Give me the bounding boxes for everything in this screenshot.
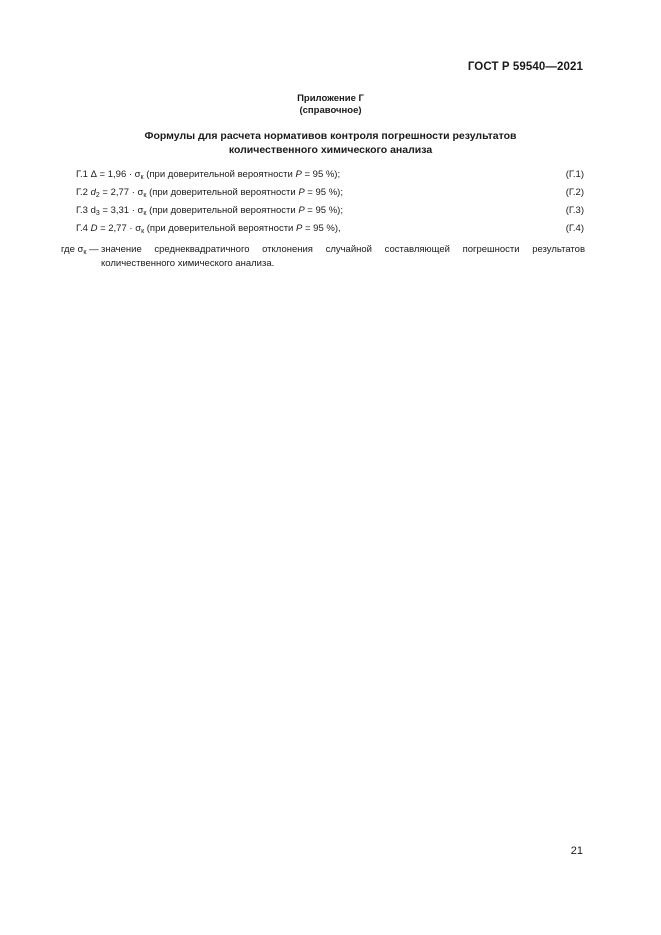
formula-label: Г.3 bbox=[76, 205, 88, 216]
probability-symbol: P bbox=[295, 169, 302, 180]
formula-expression bbox=[76, 186, 343, 200]
formula-number: (Г.1) bbox=[565, 169, 584, 180]
page-number: 21 bbox=[570, 845, 583, 857]
formula-label: Г.2 bbox=[76, 187, 88, 198]
sigma-subscript: к bbox=[143, 192, 147, 199]
formula-label: Г.4 bbox=[76, 223, 88, 234]
where-definition: значение среднеквадратичного отклонения случайной составляющей погрешности результатов количественного химического анализа. bbox=[101, 244, 585, 269]
formula-row bbox=[76, 222, 584, 236]
section-title-line-1: Формулы для расчета нормативов контроля погрешности результатов bbox=[144, 130, 517, 142]
formula-condition-end: = 95 %), bbox=[302, 223, 341, 234]
formula-expr: = 2,77 · σ bbox=[99, 187, 144, 198]
formula-symbol: Δ bbox=[90, 169, 97, 180]
annex-subtitle: (справочное) bbox=[299, 105, 362, 116]
formula-label: Г.1 bbox=[76, 169, 88, 180]
sigma-subscript: к bbox=[143, 210, 147, 217]
annex-heading bbox=[0, 93, 661, 117]
section-title bbox=[0, 129, 661, 157]
formula-expr: = 1,96 · σ bbox=[96, 169, 141, 180]
sigma-subscript: к bbox=[141, 228, 145, 235]
formula-condition-end: = 95 %); bbox=[304, 205, 343, 216]
probability-symbol: P bbox=[298, 187, 305, 198]
formula-symbol-subscript: 3 bbox=[95, 210, 100, 217]
formula-row bbox=[76, 186, 584, 200]
formula-number: (Г.2) bbox=[565, 187, 584, 198]
formula-expr: = 2,77 · σ bbox=[97, 223, 142, 234]
formula-condition-end: = 95 %); bbox=[301, 169, 341, 180]
section-title-line-2: количественного химического анализа bbox=[228, 144, 433, 156]
formula-symbol: d bbox=[90, 187, 96, 198]
formula-row bbox=[76, 204, 584, 218]
formula-symbol: D bbox=[90, 223, 98, 234]
formula-number: (Г.4) bbox=[565, 223, 584, 234]
sigma-subscript: к bbox=[140, 174, 144, 181]
formula-number: (Г.3) bbox=[565, 205, 584, 216]
annex-title: Приложение Г bbox=[297, 93, 364, 104]
document-code: ГОСТ Р 59540—2021 bbox=[467, 61, 583, 73]
formula-condition-end: = 95 %); bbox=[304, 187, 343, 198]
formula-condition: (при доверительной вероятности bbox=[144, 223, 296, 234]
where-explanation bbox=[61, 243, 585, 271]
probability-symbol: P bbox=[296, 223, 303, 234]
probability-symbol: P bbox=[298, 205, 305, 216]
formula-expression bbox=[76, 204, 343, 218]
formula-condition: (при доверительной вероятности bbox=[143, 169, 296, 180]
where-lead-text: где σ bbox=[61, 244, 84, 255]
formula-expr: = 3,31 · σ bbox=[99, 205, 144, 216]
where-sigma-subscript: к bbox=[83, 249, 87, 256]
formula-expression bbox=[76, 222, 341, 236]
formula-condition: (при доверительной вероятности bbox=[146, 205, 299, 216]
formula-expression bbox=[76, 168, 340, 182]
where-lead bbox=[61, 243, 99, 257]
formula-condition: (при доверительной вероятности bbox=[146, 187, 299, 198]
formula-symbol-subscript: 2 bbox=[95, 192, 100, 199]
formula-row bbox=[76, 168, 584, 182]
formula-symbol: d bbox=[90, 205, 96, 216]
where-dash: — bbox=[86, 244, 99, 255]
